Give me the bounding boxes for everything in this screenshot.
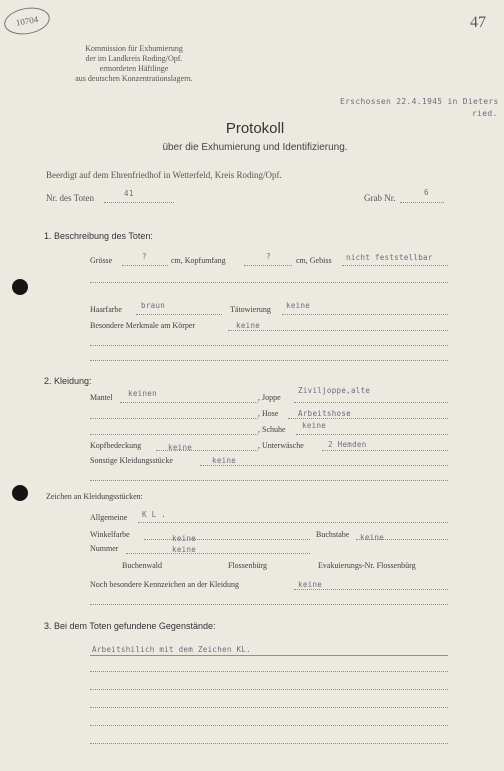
blank-line xyxy=(90,360,448,361)
haarfarbe-label: Haarfarbe xyxy=(90,305,122,314)
haarfarbe-line xyxy=(136,314,222,315)
winkelfarbe-value: keine xyxy=(172,534,197,543)
section2-heading: 2. Kleidung: xyxy=(44,376,92,386)
blank-line xyxy=(90,282,448,283)
commission-line: ermordeten Häftlinge xyxy=(99,64,169,73)
winkelfarbe-label: Winkelfarbe xyxy=(90,530,130,539)
blank-line xyxy=(90,743,448,744)
joppe-value: Ziviljoppe,alte xyxy=(298,386,371,395)
commission-line: der im Landkreis Roding/Opf. xyxy=(85,54,183,63)
groesse-label: Grösse xyxy=(90,256,113,265)
grave-number-value: 6 xyxy=(424,188,429,197)
hose-line xyxy=(288,418,448,419)
dead-number-line xyxy=(104,202,174,203)
blank-line xyxy=(90,434,258,435)
kopfbedeckung-label: Kopfbedeckung xyxy=(90,441,142,450)
noch-kennzeichen-line xyxy=(294,589,448,590)
kopfumfang-label: cm, Kopfumfang xyxy=(171,256,226,265)
blank-line xyxy=(90,480,448,481)
hose-label: , Hose xyxy=(258,409,279,418)
schuhe-value: keine xyxy=(302,421,327,430)
blank-line xyxy=(90,671,448,672)
zeichen-heading: Zeichen an Kleidungsstücken: xyxy=(46,492,143,501)
taetowierung-value: keine xyxy=(286,301,311,310)
winkelfarbe-line xyxy=(144,539,310,540)
evakuierung-label: Evakuierungs-Nr. Flossenbürg xyxy=(318,561,416,570)
shot-note-line2: ried. xyxy=(472,109,498,118)
dead-number-label: Nr. des Toten xyxy=(46,193,94,203)
punch-hole-bottom xyxy=(12,485,28,501)
grave-number-line xyxy=(400,202,444,203)
page-subtitle: über die Exhumierung und Identifizierung. xyxy=(162,142,348,153)
commission-header xyxy=(48,44,220,84)
section1-heading: 1. Beschreibung des Toten: xyxy=(44,231,153,241)
schuhe-line xyxy=(296,434,448,435)
sonstige-line xyxy=(200,465,448,466)
mantel-label: Mantel xyxy=(90,393,113,402)
nummer-line xyxy=(126,553,310,554)
taetowierung-line xyxy=(282,314,448,315)
allgemeine-line xyxy=(138,522,448,523)
blank-line xyxy=(90,604,448,605)
merkmale-value: keine xyxy=(236,321,261,330)
sonstige-value: keine xyxy=(212,456,237,465)
blank-line xyxy=(90,689,448,690)
joppe-line xyxy=(294,402,448,403)
groesse-line xyxy=(122,265,168,266)
noch-kennzeichen-label: Noch besondere Kennzeichen an der Kleidung xyxy=(90,580,240,589)
shot-note-line1: Erschossen 22.4.1945 in Dieters xyxy=(340,97,499,106)
grave-number-label: Grab Nr. xyxy=(364,193,396,203)
taetowierung-label: Tätowierung xyxy=(230,305,271,314)
buchstabe-label: Buchstabe xyxy=(316,530,350,539)
unterwaesche-value: 2 Hemden xyxy=(328,440,367,449)
commission-line: aus deutschen Konzentrationslagern. xyxy=(75,74,193,83)
gebiss-label: cm, Gebiss xyxy=(296,256,332,265)
allgemeine-value: K L . xyxy=(142,510,167,519)
archive-stamp: 10704 xyxy=(2,4,52,38)
haarfarbe-value: braun xyxy=(141,301,166,310)
nummer-value: keine xyxy=(172,545,197,554)
kopfbedeckung-value: keine xyxy=(168,443,193,452)
blank-line xyxy=(90,345,448,346)
allgemeine-label: Allgemeine xyxy=(90,513,128,522)
mantel-value: keinen xyxy=(128,389,157,398)
page-title: Protokoll xyxy=(225,120,285,137)
blank-line xyxy=(90,418,258,419)
buchstabe-value: keine xyxy=(360,533,385,542)
flossenbuerg-label: Flossenbürg xyxy=(228,561,267,570)
gebiss-line xyxy=(342,265,448,266)
sonstige-label: Sonstige Kleidungsstücke xyxy=(90,456,173,465)
found-item-value: Arbeitshilich mit dem Zeichen KL. xyxy=(92,645,251,654)
buchenwald-label: Buchenwald xyxy=(122,561,162,570)
kopfumfang-line xyxy=(244,265,292,266)
mantel-line xyxy=(120,402,258,403)
schuhe-label: , Schuhe xyxy=(258,425,286,434)
merkmale-line xyxy=(228,330,448,331)
item-line xyxy=(90,655,448,656)
noch-kennzeichen-value: keine xyxy=(298,580,323,589)
dead-number-value: 41 xyxy=(124,189,134,198)
section3-heading: 3. Bei dem Toten gefundene Gegenstände: xyxy=(44,621,216,631)
nummer-label: Nummer xyxy=(90,544,119,553)
kopfumfang-value: ? xyxy=(266,252,271,261)
punch-hole-top xyxy=(12,279,28,295)
gebiss-value: nicht feststellbar xyxy=(346,253,433,262)
page-number: 47 xyxy=(470,14,486,31)
unterwaesche-label: , Unterwäsche xyxy=(258,441,304,450)
groesse-value: ? xyxy=(142,252,147,261)
unterwaesche-line xyxy=(322,450,448,451)
joppe-label: , Joppe xyxy=(258,393,281,402)
hose-value: Arbeitshose xyxy=(298,409,351,418)
merkmale-label: Besondere Merkmale am Körper xyxy=(90,321,196,330)
blank-line xyxy=(90,707,448,708)
burial-place: Beerdigt auf dem Ehrenfriedhof in Wetterfeld, Kreis Roding/Opf. xyxy=(46,170,282,180)
blank-line xyxy=(90,725,448,726)
commission-line: Kommission für Exhumierung xyxy=(85,44,183,53)
